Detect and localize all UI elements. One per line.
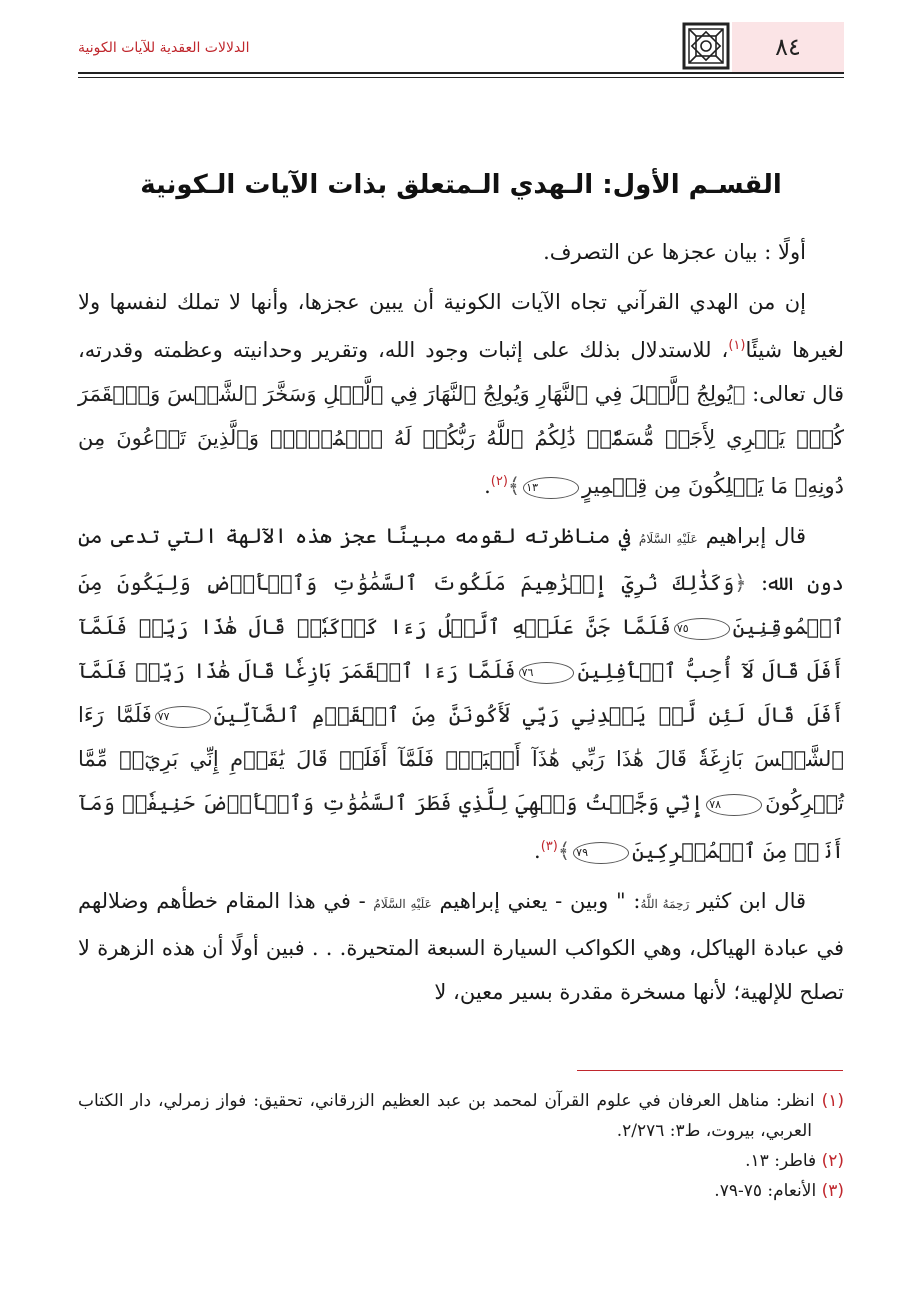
header-rule-thin [78,77,844,78]
paragraph-text: . [534,839,541,863]
paragraph-text: قال إبراهيم [697,524,806,548]
paragraph-text: . [484,474,491,498]
paragraph-text: أولًا : بيان عجزها عن التصرف. [543,240,806,264]
footnote-item [78,1146,844,1176]
quran-verse: فَلَمَّا رَءَا ٱلۡقَمَرَ بَازِغٗا قَالَ هَٰذَا رَبِّيۖ فَلَمَّآ أَفَلَ قَالَ لَئِن لَّمۡ يَهۡدِنِي رَبِّي لَأَكُونَنَّ مِنَ ٱلۡقَوۡمِ ٱلضَّآلِّينَ [78,659,844,727]
footnote-ref-2[interactable]: (٢) [490,474,508,489]
footnote-item [78,1086,844,1146]
footnote-number: (٢) [821,1151,844,1171]
quran-verse: فَلَمَّا جَنَّ عَلَيۡهِ ٱلَّيۡلُ رَءَا كَوۡكَبٗاۖ قَالَ هَٰذَا رَبِّيۖ فَلَمَّآ أَفَلَ قَالَ لَآ أُحِبُّ ٱلۡأٓفِلِينَ [78,615,844,683]
footnote-separator [577,1070,843,1071]
footnote-text: الأنعام: ٧٥-٧٩. [714,1181,817,1201]
ayah-number: ١٣ [523,477,579,499]
quran-verse: وَكَذَٰلِكَ نُرِيٓ إِبۡرَٰهِيمَ مَلَكُوتَ ٱلسَّمَٰوَٰتِ وَٱلۡأَرۡضِ وَلِيَكُونَ مِنَ ٱلۡمُوقِنِينَ [78,571,844,639]
paragraph-text: قال ابن كثير [689,889,807,913]
footnote-number: (١) [821,1091,844,1111]
quran-verse: فَلَمَّا رَءَا ٱلشَّمۡسَ بَازِغَةٗ قَالَ هَٰذَا رَبِّي هَٰذَآ أَكۡبَرُۖ فَلَمَّآ أَفَلَتۡ قَالَ يَٰقَوۡمِ إِنِّي بَرِيٓءٞ مِّمَّا تُشۡرِكُونَ [78,703,844,815]
paragraph-text: : " وبين - يعني إبراهيم [431,889,641,913]
page-number: ٨٤ [775,33,801,61]
section-title: القسـم الأول: الـهدي الـمتعلق بذات الآيات الـكونية [140,170,782,200]
paragraph-2 [78,280,844,508]
footnote-ref-1[interactable]: (١) [728,338,746,353]
paragraph-text: ، للاستدلال بذلك على إثبات وجود الله، وتقرير وحدانيته وعظمته وقدرته، قال تعالى: [78,338,844,406]
quran-verse: يُولِجُ ٱلَّيۡلَ فِي ٱلنَّهَارِ وَيُولِجُ ٱلنَّهَارَ فِي ٱلَّيۡلِ وَسَخَّرَ ٱلشَّمۡسَ وَٱلۡقَمَرَ كُلّٞ يَجۡرِي لِأَجَلٖ مُّسَمّٗىۚ ذَٰلِكُمُ ٱللَّهُ رَبُّكُمۡ لَهُ ٱلۡمُلۡكُۚ وَٱلَّذِينَ تَدۡعُونَ مِن دُونِهِۦ مَا يَمۡلِكُونَ مِن قِطۡمِيرٍ [78,382,844,498]
paragraph-text: إن من الهدي القرآني تجاه الآيات الكونية أن يبين عجزها، وأنها لا تملك لنفسها ولا لغيرها شيئًا [78,290,844,362]
page-number-box [732,22,844,72]
ayah-number: ٧٧ [155,706,211,728]
geometric-star-ornament-icon [680,20,732,72]
paragraph-text: - في هذا المقام خطأهم وضلالهم في عبادة الهياكل، وهي الكواكب السيارة السبعة المتحيرة. . . فبين أولًا أن هذه الزهرة لا تصلح للإلهية؛ لأنها مسخرة مقدرة بسير معين، لا [78,889,844,1004]
honorific: عَلَيْهِ السَّلَامُ [373,897,432,911]
paragraph-1 [78,230,844,274]
footnote-ref-3[interactable]: (٣) [540,839,558,854]
paragraph-4 [78,879,844,1014]
paragraph-3 [78,514,844,873]
footnote-text: فاطر: ١٣. [745,1151,817,1171]
ayah-number: ٧٦ [519,662,575,684]
quran-close-bracket: ﴾ [507,474,521,498]
footnote-number: (٣) [821,1181,844,1201]
footnotes [78,1086,844,1206]
footnote-text: انظر: مناهل العرفان في علوم القرآن لمحمد بن عبد العظيم الزرقاني، تحقيق: فواز زمرلي، دار الكتاب العربي، بيروت، ط٣: ٢/٢٧٦. [78,1091,815,1141]
footnote-item [78,1176,844,1206]
page-header [78,18,844,72]
running-title: الدلالات العقدية للآيات الكونية [78,40,250,56]
quran-open-bracket: ﴿ [734,571,747,595]
quran-close-bracket: ﴾ [557,839,571,863]
honorific: رَحِمَهُ اللَّهُ [640,897,690,911]
ayah-number: ٧٥ [674,618,730,640]
ayah-number: ٧٩ [573,842,629,864]
main-content [78,170,844,1020]
quran-verse: إِنِّي وَجَّهۡتُ وَجۡهِيَ لِلَّذِي فَطَرَ ٱلسَّمَٰوَٰتِ وَٱلۡأَرۡضَ حَنِيفٗاۖ وَمَآ أَنَا۠ مِنَ ٱلۡمُشۡرِكِينَ [78,791,844,863]
ayah-number: ٧٨ [706,794,762,816]
quran-open-bracket: ﴿ [732,382,746,406]
header-rule [78,72,844,74]
paragraph-text: في مناظرته لقومه مبينًا عجز هذه الآلهة التي تدعى من دون الله: [78,524,844,595]
honorific: عَلَيْهِ السَّلَامُ [638,532,698,546]
